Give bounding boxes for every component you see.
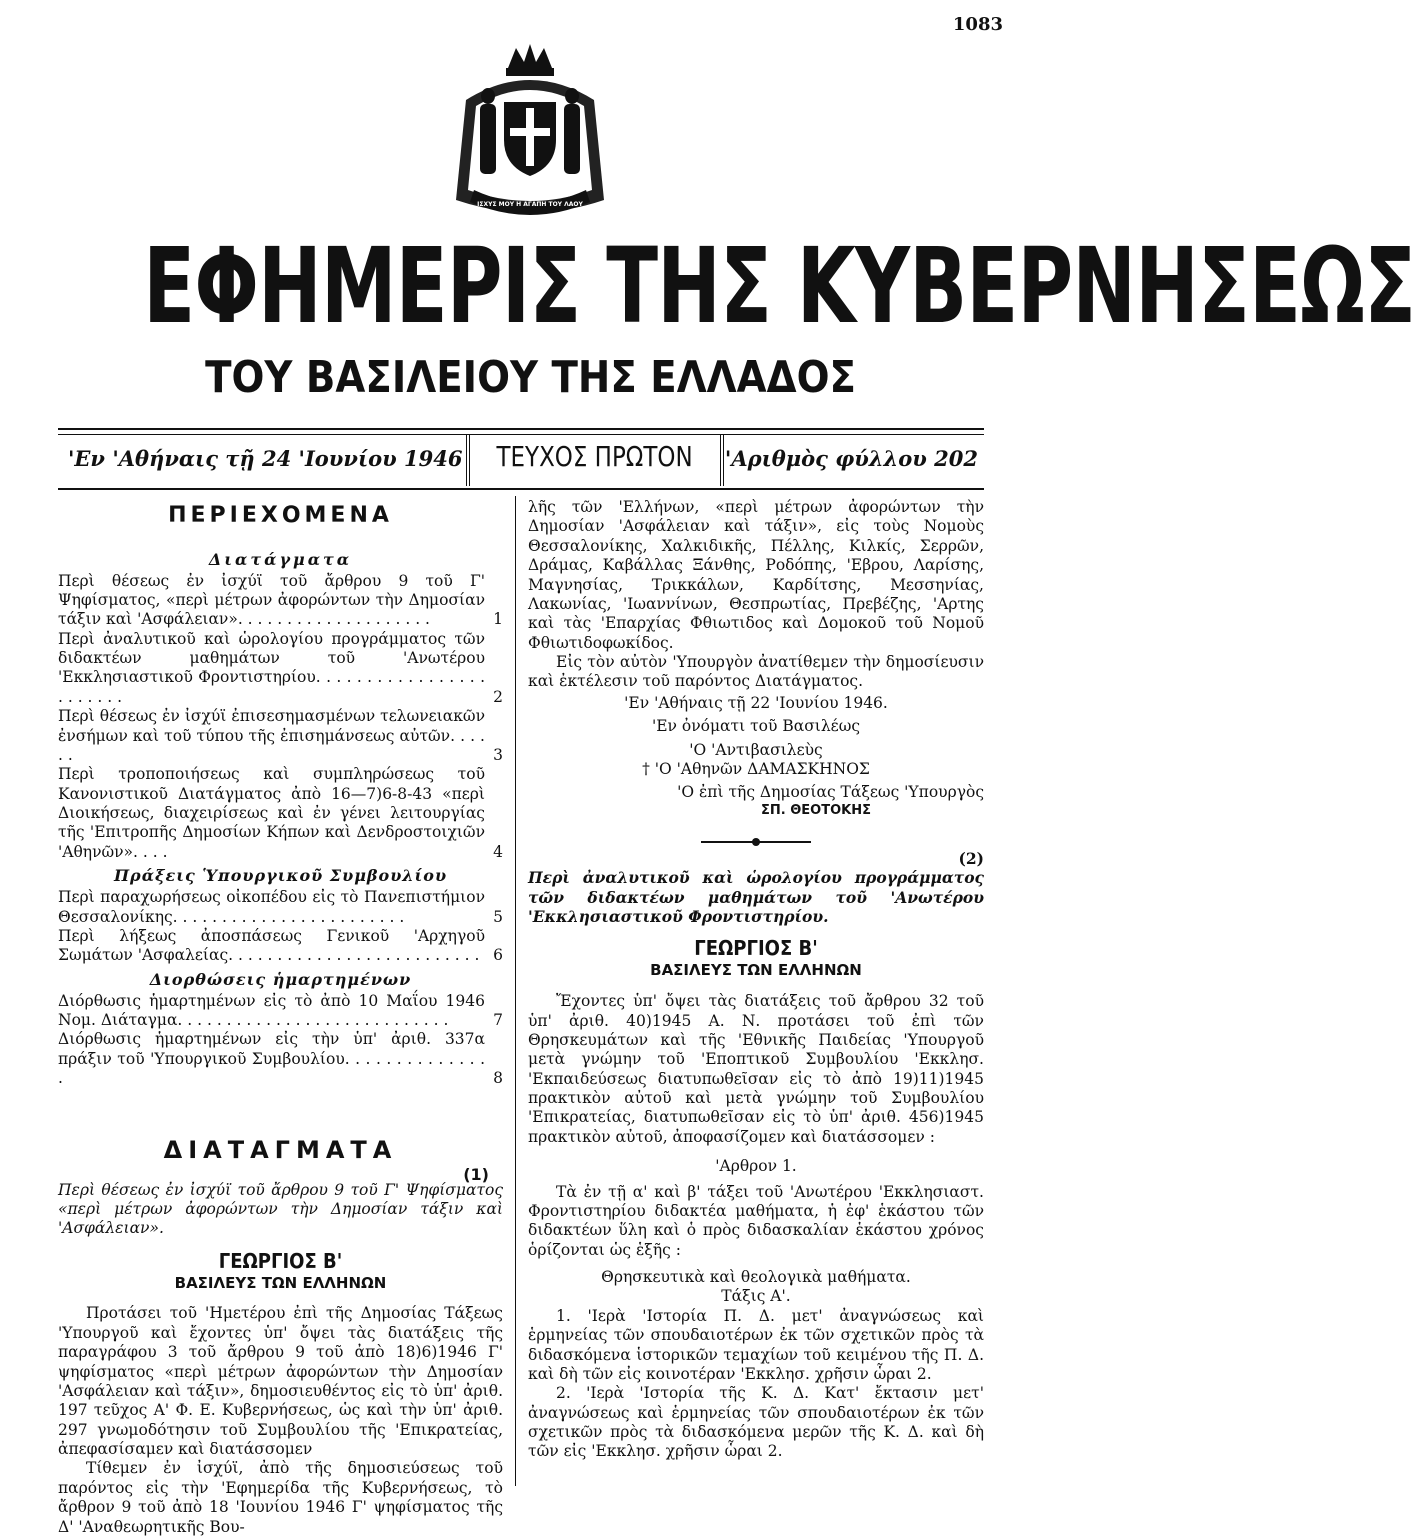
in-name-of-king: 'Εν ὀνόματι τοῦ Βασιλέως (651, 717, 861, 736)
section-errata: Διορθώσεις ἡμαρτημένων (149, 969, 412, 989)
section-divider (701, 841, 811, 843)
decree-title: Περὶ θέσεως ἐν ἰσχύϊ τοῦ ἄρθρου 9 τοῦ Γ' Ψηφίσματος «περὶ μέτρων ἀφορώντων τὴν Δημοσίαν τάξιν καὶ 'Ασφάλειαν». (58, 1180, 503, 1238)
king-name: ΓΕΩΡΓΙΟΣ Β' (694, 936, 818, 961)
column-divider (515, 496, 516, 1486)
toc-entry: Περὶ λήξεως ἀποσπάσεως Γενικοῦ 'Αρχηγοῦ Σωμάτων 'Ασφαλείας. . . . . . . . . . . . . . . . . . . . . . . . . . 6 (58, 926, 503, 965)
minister-label: 'Ο ἐπὶ τῆς Δημοσίας Τάξεως 'Υπουργὸς (677, 783, 984, 802)
regent-signature: † 'Ο 'Αθηνῶν ΔΑΜΑΣΚΗΝΟΣ (642, 759, 870, 778)
section-council: Πράξεις Ὑπουργικοῦ Συμβουλίου (113, 866, 448, 886)
decree-body-continued: Εἰς τὸν αὐτὸν 'Υπουργὸν ἀνατίθεμεν τὴν δημοσίευσιν καὶ ἐκτέλεσιν τοῦ παρόντος Διατάγματος. (528, 653, 984, 691)
article-heading: 'Αρθρον 1. (715, 1157, 797, 1176)
article-text: Τὰ ἐν τῇ α' καὶ β' τάξει τοῦ 'Ανωτέρου 'Εκκλησιαστ. Φροντιστηρίου διδακτέα μαθήματα, ἡ ἐφ' ἑκάστου τῶν διδακτέων ὕλη καὶ ὁ πρὸς διδασκαλίαν ἑκάστου χρόνος ὁρίζονται ὡς ἑξῆς : (528, 1182, 984, 1259)
decrees-heading: ΔΙΑΤΑΓΜΑΤΑ (1) (163, 1135, 489, 1184)
decree-body: Προτάσει τοῦ 'Ημετέρου ἐπὶ τῆς Δημοσίας Τάξεως 'Υπουργοῦ καὶ ἔχοντες ὑπ' ὄψει τὰς διατάξεις τῆς παραγράφου 3 τοῦ ἄρθρου 9 τοῦ ἀπὸ 18)6)1946 Γ' ψηφίσματος «περὶ μέτρων ἀφορώντων τὴν Δημοσίαν 'Ασφάλειαν καὶ τάξιν», δημοσιευθέντος εἰς τὸ ὑπ' ἀριθ. 197 τεῦχος Α' Φ. Ε. Κυβερνήσεως, ὡς καὶ τὴν ὑπ' ἀριθ. 297 γνωμοδότησιν τοῦ Συμβουλίου τῆς 'Επικρατείας, ἀπεφασίσαμεν καὶ διατάσσομεν (58, 1304, 503, 1458)
issue-volume (466, 434, 724, 486)
list-item: 2. 'Ιερὰ 'Ιστορία τῆς Κ. Δ. Κατ' ἔκτασιν μετ' ἀναγνώσεως καὶ ἑρμηνείας τῶν σπουδαιοτέρων ἐκ τῶν σχετικῶν πρὸς τὰ διδασκόμενα μερῶν τῆς Κ. Δ. καὶ δὴ τῶν εἰς 'Εκκλησ. χρῆσιν ὧραι 2. (528, 1384, 984, 1461)
page-number: 1083 (952, 14, 1003, 35)
contents-heading: ΠΕΡΙΕΧΟΜΕΝΑ (168, 503, 393, 528)
left-column (58, 498, 503, 1537)
decree-body-continued: λῆς τῶν 'Ελλήνων, «περὶ μέτρων ἀφορώντων τὴν Δημοσίαν 'Ασφάλειαν καὶ τάξιν», εἰς τοὺς Νομοὺς Θεσσαλονίκης, Χαλκιδικῆς, Πέλλης, Κιλκίς, Σερρῶν, Δράμας, Καβάλλας Ξάνθης, Ροδόπης, 'Εβρου, Λαρίσης, Μαγνησίας, Τρικκάλων, Καρδίτσης, Μεσσηνίας, Λακωνίας, 'Ιωαννίνων, Θεσπρωτίας, Πρεβέζης, 'Αρτης καὶ τὰς 'Επαρχίας Φθιωτιδος καὶ Δομοκοῦ τοῦ Νομοῦ Φθιωτιδοφωκίδος. (528, 498, 984, 652)
decree-title: Περὶ ἀναλυτικοῦ καὶ ὡρολογίου προγράμματος τῶν διδακτέων μαθημάτων τοῦ 'Ανωτέρου 'Εκκλησιαστικοῦ Φροντιστηρίου. (528, 868, 984, 926)
subjects-heading: Θρησκευτικὰ καὶ θεολογικὰ μαθήματα. (601, 1268, 911, 1286)
toc-entry: Διόρθωσις ἡμαρτημένων εἰς τὴν ὑπ' ἀριθ. 337α πράξιν τοῦ 'Υπουργικοῦ Συμβουλίου. . . . . . . . . . . . . . . 8 (58, 1030, 503, 1088)
list-item: 1. 'Ιερὰ 'Ιστορία Π. Δ. μετ' ἀναγνώσεως καὶ ἑρμηνείας τῶν σπουδαιοτέρων ἐκ τῶν σχετικῶν πρὸς τὰ διδασκόμενα ἱστορικῶν τεμαχίων τοῦ κειμένου τῆς Π. Δ. καὶ δὴ τῶν εἰς κοινοτέραν 'Εκκλησ. χρῆσιν ὧραι 2. (528, 1306, 984, 1383)
toc-entry: Περὶ παραχωρήσεως οἰκοπέδου εἰς τὸ Πανεπιστήμιον Θεσσαλονίκης. . . . . . . . . . . . . . . . . . . . . . . . 5 (58, 888, 503, 926)
regent-label: 'Ο 'Αντιβασιλεὺς (689, 740, 823, 759)
issue-date: 'Εν 'Αθήναις τῇ 24 'Ιουνίου 1946 (68, 446, 463, 471)
decree-body: Τίθεμεν ἐν ἰσχύϊ, ἀπὸ τῆς δημοσιεύσεως τοῦ παρόντος εἰς τὴν 'Εφημερίδα τῆς Κυβερνήσεως, τὸ ἄρθρον 9 τοῦ ἀπὸ 18 'Ιουνίου 1946 Γ' ψηφίσματος τῆς Δ' 'Αναθεωρητικῆς Βου- (58, 1459, 503, 1536)
header-top-rule (58, 428, 984, 430)
decree-body: Ἔχοντες ὑπ' ὄψει τὰς διατάξεις τοῦ ἄρθρου 32 τοῦ ὑπ' ἀριθ. 40)1945 Α. Ν. προτάσει τοῦ ἐπὶ τῶν Θρησκευμάτων καὶ τῆς 'Εθνικῆς Παιδείας 'Υπουργοῦ μετὰ γνώμην τοῦ 'Εποπτικοῦ Συμβουλίου 'Εκκλησ. 'Εκπαιδεύσεως διατυπωθεῖσαν εἰς τὸ ἀπὸ 19)11)1945 πρακτικὸν αὐτοῦ καὶ μετὰ γνώμην τοῦ Συμβουλίου 'Επικρατείας, διατυπωθεῖσαν εἰς τὸ ὑπ' ἀριθ. 456)1945 πρακτικὸν αὐτοῦ, ἀποφασίζομεν καὶ διατάσσομεν : (528, 992, 984, 1146)
toc-entry: Περὶ τροποποιήσεως καὶ συμπληρώσεως τοῦ Κανονιστικοῦ Διατάγματος ἀπὸ 16—7)6-8-43 «περὶ Διοικήσεως, διαχειρίσεως καὶ ἐν γένει λειτουργίας τῆς 'Επιτροπῆς Δημοσίων Κήπων καὶ Δενδροστοιχιῶν 'Αθηνῶν». . . . 4 (58, 765, 503, 861)
class-heading: Τάξις Α'. (721, 1287, 791, 1306)
issue-volume-label: ΤΕΥΧΟΣ ΠΡΩΤΟΝ (496, 440, 694, 473)
royal-coat-of-arms-emblem (446, 40, 614, 230)
toc-entry: Περὶ θέσεως ἐν ἰσχύϊ ἐπισεσημασμένων τελωνειακῶν ἐνσήμων καὶ τοῦ τύπου τῆς ἐπισημάνσεως αὐτῶν. . . . . . 3 (58, 707, 503, 764)
issue-header (58, 440, 984, 482)
decree-date: 'Εν 'Αθήναις τῇ 22 'Ιουνίου 1946. (624, 693, 888, 712)
gazette-subtitle: ΤΟΥ ΒΑΣΙΛΕΙΟΥ ΤΗΣ ΕΛΛΑΔΟΣ (205, 352, 856, 403)
toc-entry: Περὶ θέσεως ἐν ἰσχύϊ τοῦ ἄρθρου 9 τοῦ Γ' Ψηφίσματος, «περὶ μέτρων ἀφορώντων τὴν Δημοσίαν τάξιν καὶ 'Ασφάλειαν». . . . . . . . . . . . . . . . . . . . 1 (58, 571, 503, 629)
king-title: ΒΑΣΙΛΕΥΣ ΤΩΝ ΕΛΛΗΝΩΝ (650, 961, 862, 980)
decree-number: (1) (463, 1164, 489, 1184)
section-decrees: Διατάγματα (208, 549, 353, 569)
toc-entry: Περὶ ἀναλυτικοῦ καὶ ὡρολογίου προγράμματος τῶν διδακτέων μαθημάτων τοῦ 'Ανωτέρου 'Εκκλησιαστικοῦ Φροντιστηρίου. . . . . . . . . . . . . . . . . . . . . . . . 2 (58, 629, 503, 706)
header-bottom-rule (58, 488, 984, 490)
minister-signature: ΣΠ. ΘΕΟΤΟΚΗΣ (761, 802, 871, 818)
sheet-number: 'Αριθμὸς φύλλου 202 (724, 446, 978, 471)
king-title: ΒΑΣΙΛΕΥΣ ΤΩΝ ΕΛΛΗΝΩΝ (174, 1273, 387, 1292)
decree-number: (2) (958, 848, 984, 868)
king-name: ΓΕΩΡΓΙΟΣ Β' (218, 1248, 343, 1273)
gazette-title: ΕΦΗΜΕΡΙΣ ΤΗΣ ΚΥΒΕΡΝΗΣΕΩΣ (143, 225, 1415, 347)
emblem-motto: ΙΣΧΥΣ ΜΟΥ Η ΑΓΑΠΗ ΤΟΥ ΛΑΟΥ (477, 201, 583, 208)
right-column (528, 498, 984, 1462)
toc-entry: Διόρθωσις ἡμαρτημένων εἰς τὸ ἀπὸ 10 Μαΐου 1946 Νομ. Διάταγμα. . . . . . . . . . . . . . . . . . . . . . . . . . . . 7 (58, 991, 503, 1029)
